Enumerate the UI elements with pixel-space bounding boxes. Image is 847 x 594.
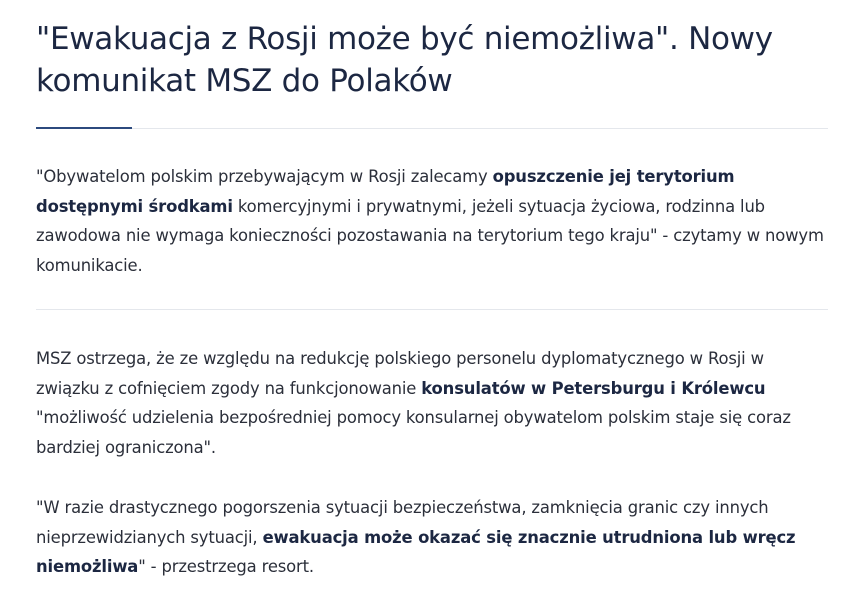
paragraph-3-text-a: "W razie drastycznego pogorszenia sytuacji bezpieczeństwa, zamknięcia granic czy innych nieprzewidzianych sytuacji,	[36, 498, 769, 547]
title-divider	[36, 128, 828, 129]
paragraph-1-text-b: komercyjnymi i prywatnymi, jeżeli sytuacja życiowa, rodzinna lub zawodowa nie wymaga konieczności pozostawania na terytorium tego kraju" - czytamy w nowym komunikacie.	[36, 196, 824, 275]
paragraph-3-text-b: " - przestrzega resort.	[138, 557, 314, 576]
paragraph-2-text-b: "możliwość udzielenia bezpośredniej pomocy konsularnej obywatelom polskim staje się coraz bardziej ograniczona".	[36, 408, 791, 457]
article-paragraph-3	[36, 493, 828, 582]
paragraph-3-bold: ewakuacja może okazać się znacznie utrudniona lub wręcz niemożliwa	[36, 527, 796, 576]
article-paragraph-1	[36, 162, 828, 280]
headline-line-2: komunikat MSZ do Polaków	[36, 63, 453, 99]
article-paragraph-2	[36, 344, 828, 462]
paragraph-1-text-a: "Obywatelom polskim przebywającym w Rosji zalecamy	[36, 167, 493, 186]
section-divider	[36, 309, 828, 310]
title-accent-bar	[36, 127, 132, 129]
article-headline	[36, 0, 828, 102]
article	[36, 0, 828, 582]
headline-line-1: "Ewakuacja z Rosji może być niemożliwa". Nowy	[36, 21, 773, 57]
paragraph-1-bold: opuszczenie jej terytorium dostępnymi środkami	[36, 167, 735, 216]
paragraph-2-bold: konsulatów w Petersburgu i Królewcu	[421, 378, 766, 398]
paragraph-2-text-a: MSZ ostrzega, że ze względu na redukcję polskiego personelu dyplomatycznego w Rosji w związku z cofnięciem zgody na funkcjonowanie	[36, 349, 764, 398]
